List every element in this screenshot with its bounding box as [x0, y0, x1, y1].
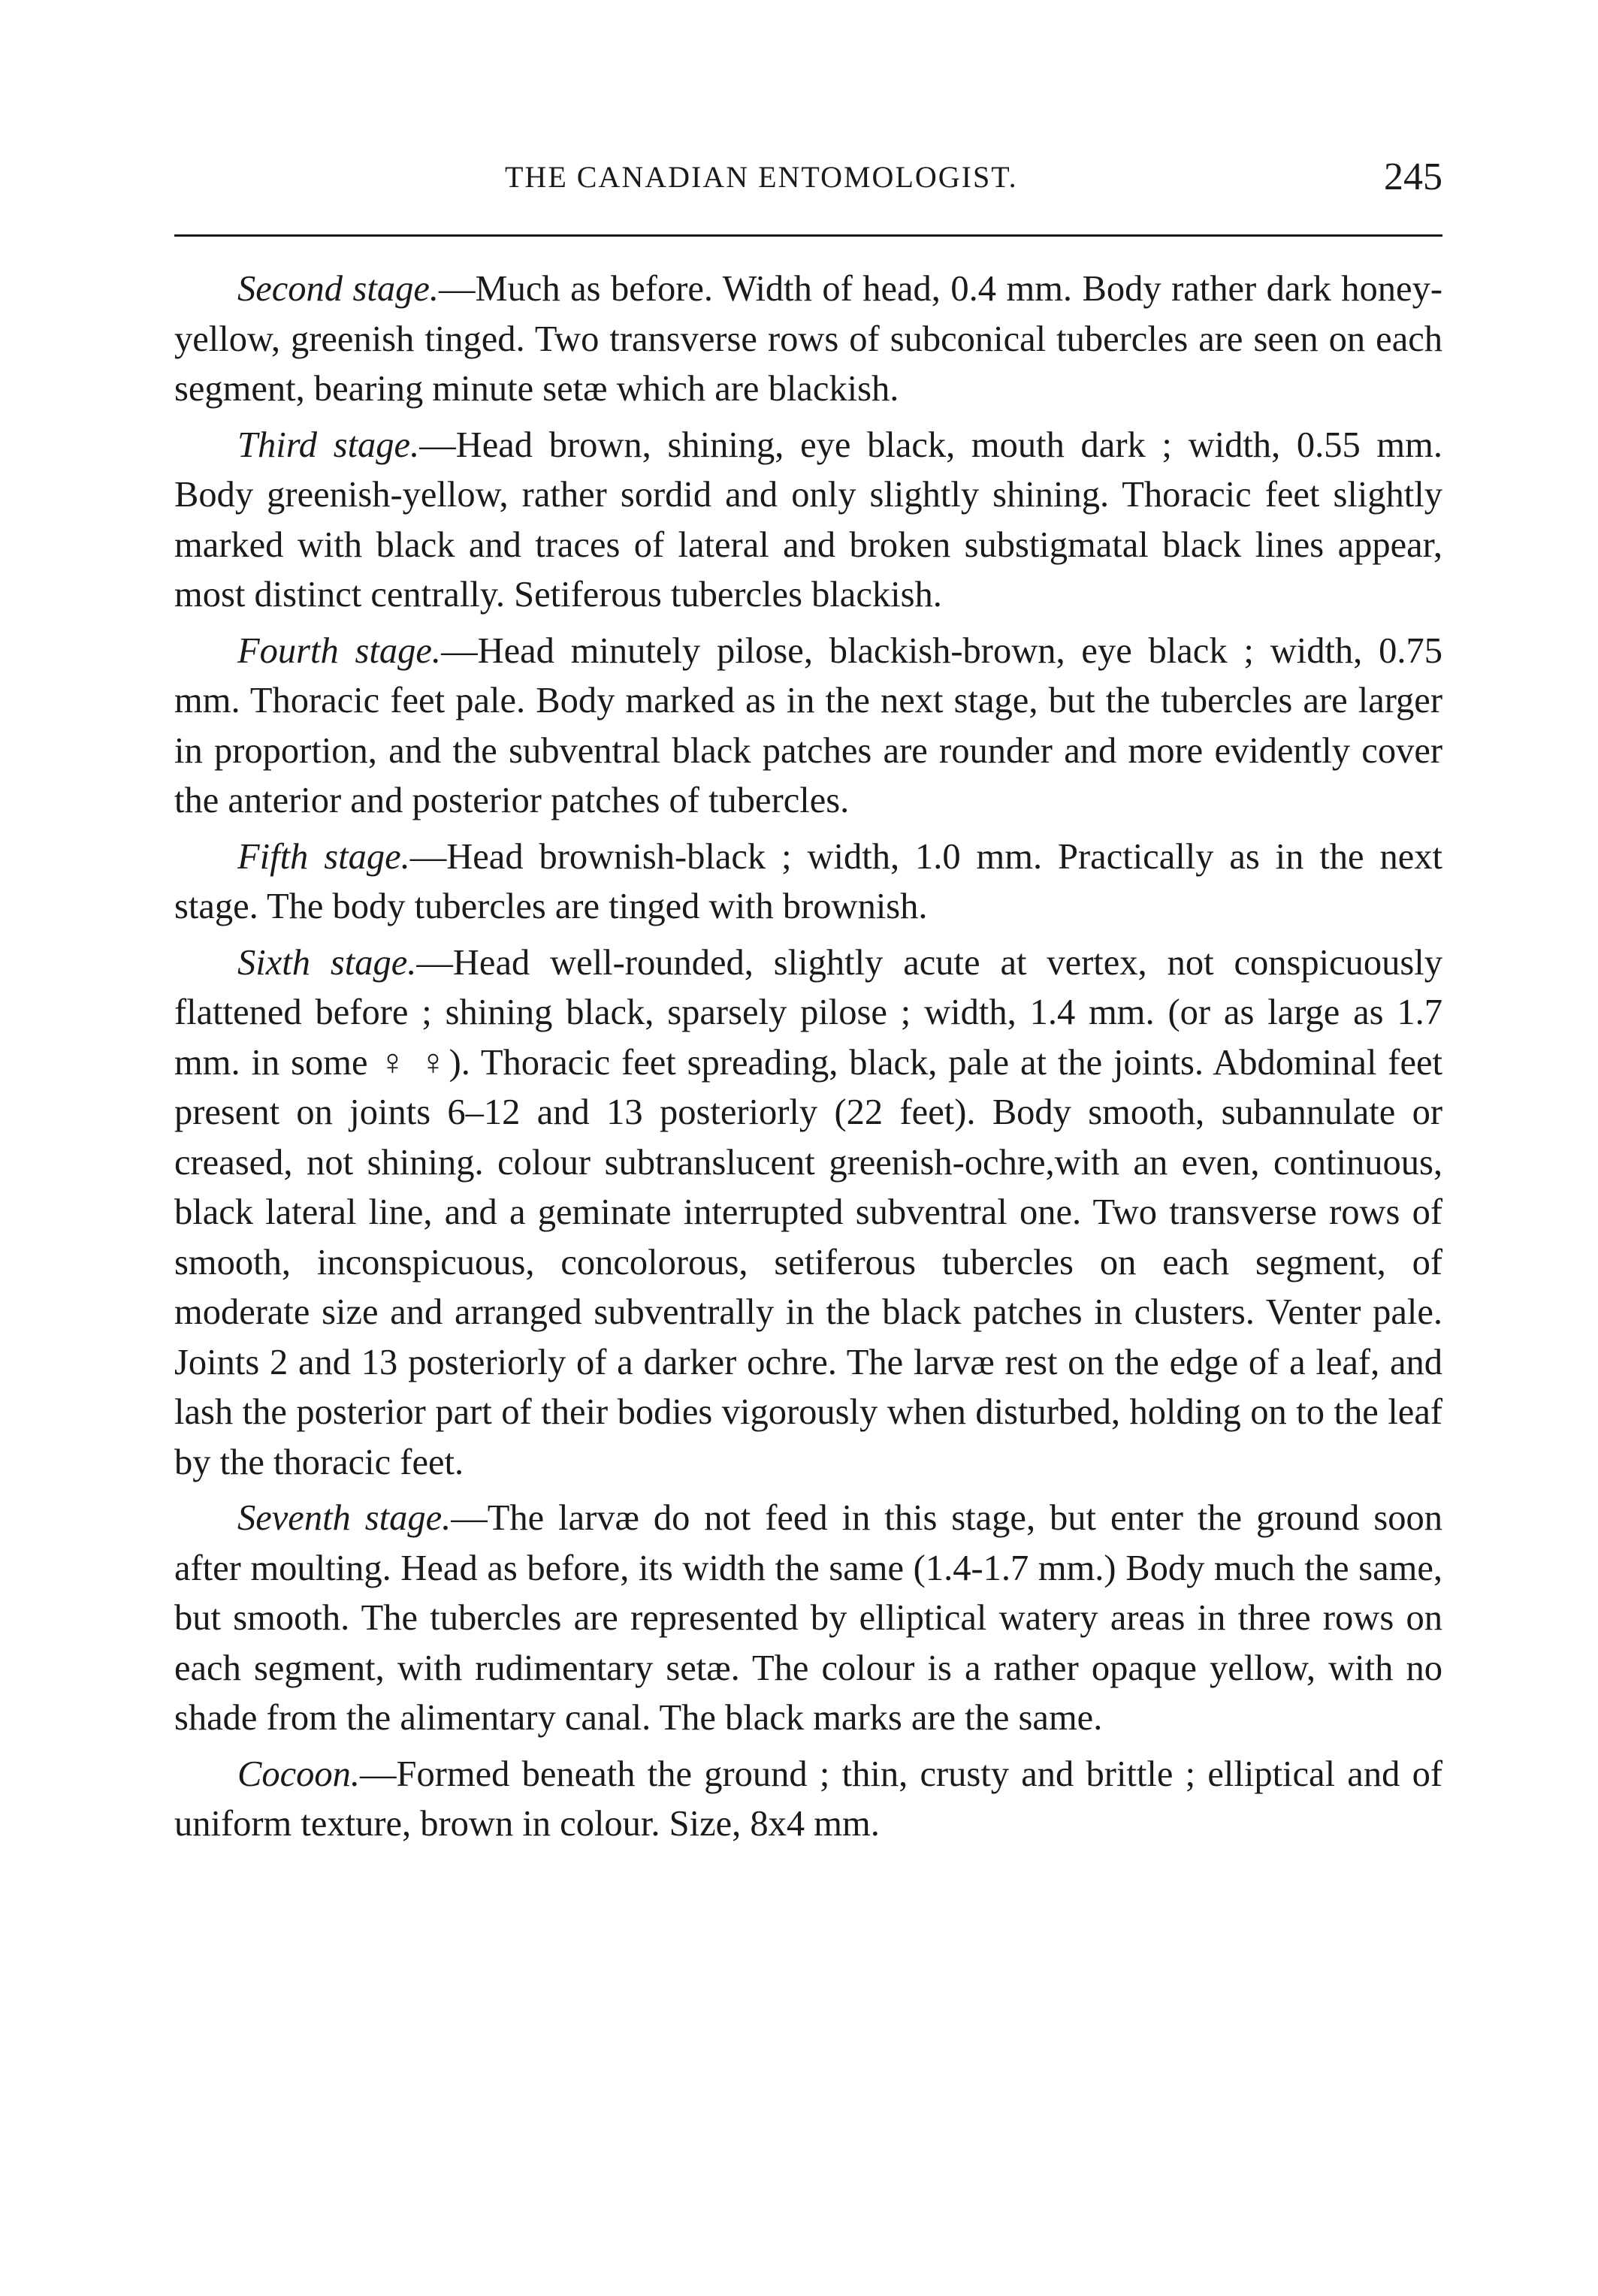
paragraph-text: —Head well-rounded, slightly acute at vertex, not conspicuously flattened before ; shining black, sparsely pilose ; width, 1.4 mm. (or as large as 1.7 mm. in some ♀ ♀). Thoracic feet spreading, black, pale at the joints. Abdominal feet present on joints 6–12 and 13 posteriorly (22 feet). Body smooth, subannulate or creased, not shining. colour subtranslucent greenish-ochre,with an even, continuous, black lateral line, and a geminate interrupted subventral one. Two transverse rows of smooth, inconspicuous, concolorous, setiferous tubercles on each segment, of moderate size and arranged subventrally in the black patches in clusters. Venter pale. Joints 2 and 13 posteriorly of a darker ochre. The larvæ rest on the edge of a leaf, and lash the posterior part of their bodies vigorously when disturbed, holding on to the leaf by the thoracic feet. [174, 942, 1442, 1482]
paragraph-text: —The larvæ do not feed in this stage, but enter the ground soon after moulting. Head as before, its width the same (1.4-1.7 mm.) Body much the same, but smooth. The tubercles are represented by elliptical watery areas in three rows on each segment, with rudimentary setæ. The colour is a rather opaque yellow, with no shade from the alimentary canal. The black marks are the same. [174, 1498, 1442, 1738]
paragraph-text: —Head brown, shining, eye black, mouth dark ; width, 0.55 mm. Body greenish-yellow, rather sordid and only slightly shining. Thoracic feet slightly marked with black and traces of lateral and broken substigmatal black lines appear, most distinct centrally. Setiferous tubercles blackish. [174, 424, 1443, 615]
header-rule [174, 234, 1442, 237]
stage-label: Second stage. [237, 269, 440, 309]
paragraph-fourth-stage [174, 627, 1442, 826]
paragraph-third-stage [174, 421, 1442, 621]
paragraph-seventh-stage [174, 1494, 1442, 1744]
paragraph-cocoon [174, 1750, 1442, 1850]
paragraph-fifth-stage [174, 832, 1442, 932]
stage-label: Sixth stage. [237, 942, 417, 983]
page-number: 245 [1384, 156, 1442, 198]
stage-label: Fifth stage. [237, 836, 410, 877]
paragraph-text: —Formed beneath the ground ; thin, crusty and brittle ; elliptical and of uniform texture, brown in colour. Size, 8x4 mm. [174, 1754, 1442, 1844]
paragraph-sixth-stage [174, 938, 1442, 1488]
paragraph-text: —Head minutely pilose, blackish-brown, eye black ; width, 0.75 mm. Thoracic feet pale. Body marked as in the next stage, but the tubercles are larger in proportion, and the subventral black patches are rounder and more evidently cover the anterior and posterior patches of tubercles. [174, 630, 1442, 820]
stage-label: Cocoon. [237, 1754, 361, 1794]
stage-label: Third stage. [237, 424, 420, 465]
running-head [174, 158, 1442, 203]
paragraph-text: —Head brownish-black ; width, 1.0 mm. Practically as in the next stage. The body tubercles are tinged with brownish. [174, 836, 1442, 926]
stage-label: Seventh stage. [237, 1498, 452, 1538]
journal-title: THE CANADIAN ENTOMOLOGIST. [505, 160, 1018, 194]
stage-label: Fourth stage. [237, 630, 442, 671]
article-body [174, 264, 1442, 1856]
paragraph-text: —Much as before. Width of head, 0.4 mm. Body rather dark honey-yellow, greenish tinged. Two transverse rows of subconical tubercles are seen on each segment, bearing minute setæ which are blackish. [174, 269, 1442, 409]
paragraph-second-stage [174, 264, 1442, 415]
